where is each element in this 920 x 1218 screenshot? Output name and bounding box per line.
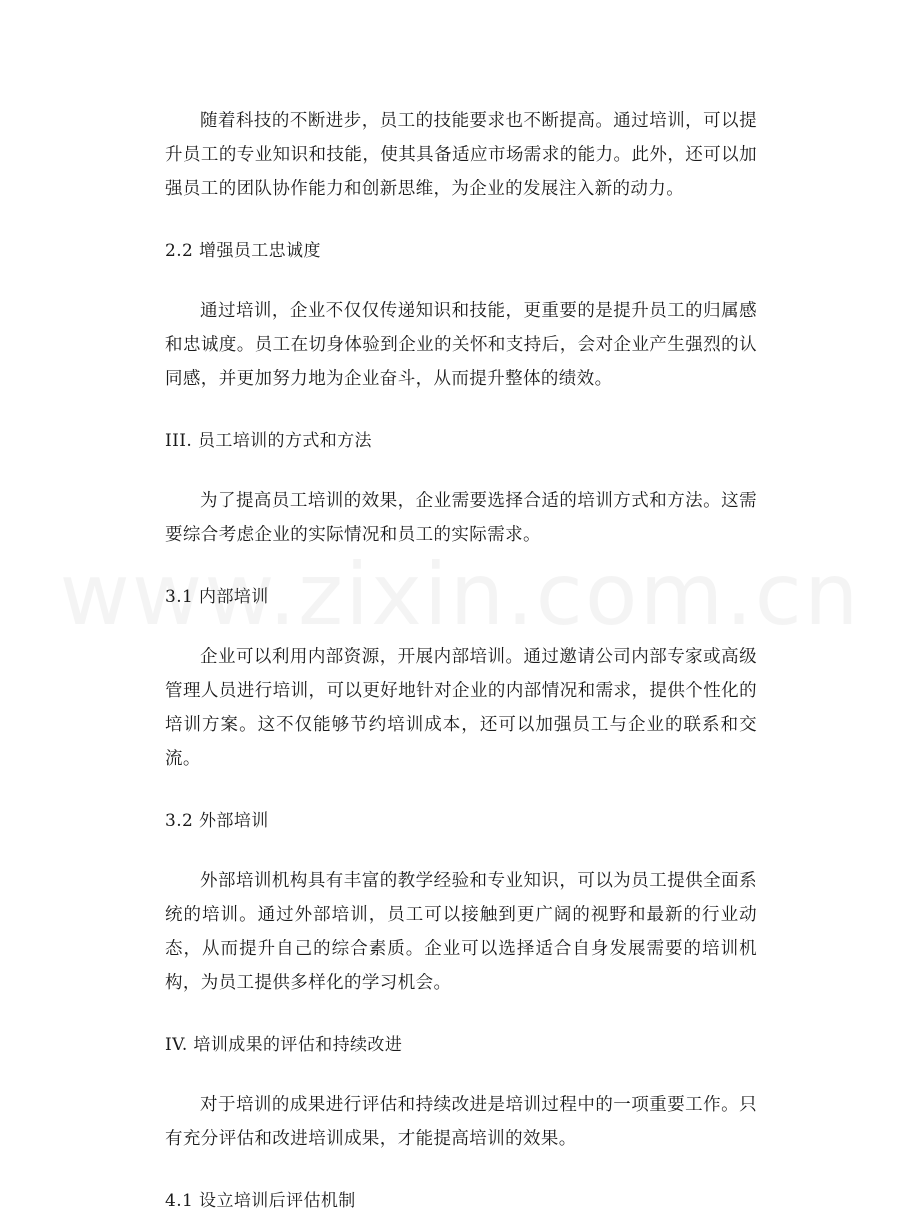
heading-section-iii: III. 员工培训的方式和方法	[165, 431, 372, 451]
heading-2-2: 2.2 增强员工忠诚度	[165, 241, 321, 261]
heading-section-iv: IV. 培训成果的评估和持续改进	[165, 1035, 403, 1055]
paragraph-external-training: 外部培训机构具有丰富的教学经验和专业知识，可以为员工提供全面系统的培训。通过外部培训，员工可以接触到更广阔的视野和最新的行业动态，从而提升自己的综合素质。企业可以选择适合自身发展需要的培训机构，为员工提供多样化的学习机会。	[165, 871, 757, 993]
heading-3-2: 3.2 外部培训	[165, 811, 269, 831]
document-body	[165, 104, 757, 1218]
paragraph-internal-training: 企业可以利用内部资源，开展内部培训。通过邀请公司内部专家或高级管理人员进行培训，可以更好地针对企业的内部情况和需求，提供个性化的培训方案。这不仅能够节约培训成本，还可以加强员工与企业的联系和交流。	[165, 647, 757, 769]
heading-4-1: 4.1 设立培训后评估机制	[165, 1191, 356, 1211]
heading-3-1: 3.1 内部培训	[165, 587, 269, 607]
paragraph-evaluation: 对于培训的成果进行评估和持续改进是培训过程中的一项重要工作。只有充分评估和改进培训成果，才能提高培训的效果。	[165, 1095, 757, 1149]
paragraph-methods: 为了提高员工培训的效果，企业需要选择合适的培训方式和方法。这需要综合考虑企业的实际情况和员工的实际需求。	[165, 491, 757, 545]
paragraph-loyalty: 通过培训，企业不仅仅传递知识和技能，更重要的是提升员工的归属感和忠诚度。员工在切身体验到企业的关怀和支持后，会对企业产生强烈的认同感，并更加努力地为企业奋斗，从而提升整体的绩效。	[165, 301, 757, 389]
paragraph-skills: 随着科技的不断进步，员工的技能要求也不断提高。通过培训，可以提升员工的专业知识和技能，使其具备适应市场需求的能力。此外，还可以加强员工的团队协作能力和创新思维，为企业的发展注入新的动力。	[165, 111, 757, 199]
